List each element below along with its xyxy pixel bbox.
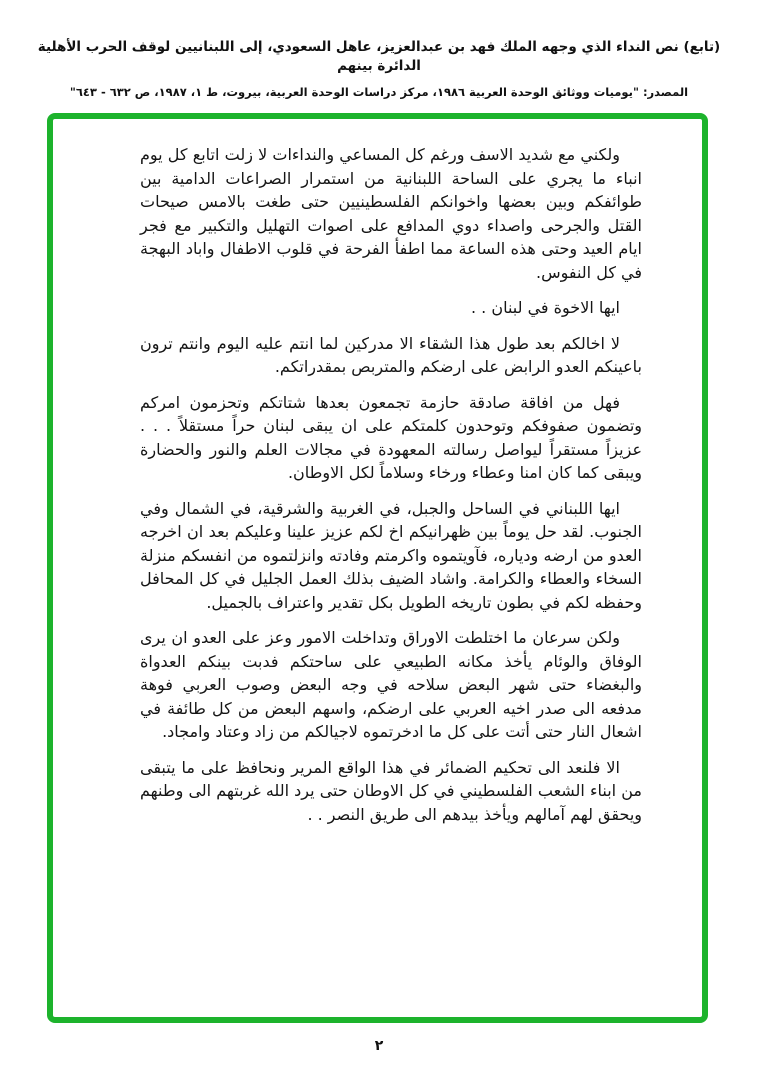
paragraph: الا فلنعد الى تحكيم الضمائر في هذا الواقع المرير ونحافظ على ما يتبقى من ابناء الشعب الفلسطيني في كل الاوطان حتى يرد الله غربتهم الى وطنهم ويحقق لهم آمالهم ويأخذ بيدهم الى طريق النصر . . [140, 757, 642, 824]
paragraph: ولكني مع شديد الاسف ورغم كل المساعي والنداءات لا زلت اتابع كل يوم انباء ما يجري على الساحة اللبنانية من استمرار الصراعات الدامية بين طوائفكم وبين بعضها واخوانكم الفلسطينيين حتى طغت بالامس صيحات القتل والجرحى واصداء دوي المدافع على اصوات التهليل والتكبير مع فجر ايام العيد وحتى هذه الساعة مما اطفأ الفرحة في قلوب الاطفال واباد البهجة في كل النفوس. [140, 145, 642, 282]
document-title: (تابع) نص النداء الذي وجهه الملك فهد بن عبدالعزيز، عاهل السعودي، إلى اللبنانيين لوقف الحرب الأهلية الدائرة بينهم [37, 39, 721, 74]
paragraph-salutation: ايها الاخوة في لبنان . . [471, 298, 620, 317]
paragraph: لا اخالكم بعد طول هذا الشقاء الا مدركين لما انتم عليه اليوم وانتم ترون باعينكم العدو الرابض على ارضكم والمتربص بمقدراتكم. [140, 333, 642, 376]
document-header [0, 38, 758, 99]
paragraph: ولكن سرعان ما اختلطت الاوراق وتداخلت الامور وعز على العدو ان يرى الوفاق والوئام يأخذ مكانه الطبيعي على ساحتكم فدبت بينكم العدواة والبغضاء حتى شهر البعض سلاحه في وجه البعض وصوب العربي فوهة مدفعه الى صدر اخيه العربي على ارضكم، واسهم البعض من كل طائفة في اشعال النار حتى أتت على كل ما ادخرتموه لاجيالكم من زاد وعتاد وامجاد. [140, 628, 642, 741]
paragraph: فهل من افاقة صادقة حازمة تجمعون بعدها شتاتكم وتحزمون امركم وتضمون صفوفكم وتوحدون كلمتكم على ان يبقى لبنان حراً مستقلاً . . . عزيزاً مستقراً ليواصل رسالته المعهودة في مجالات العلم والنور والحضارة ويبقى كما كان امنا وعطاء ورخاء وسلاماً لكل الاوطان. [140, 392, 642, 482]
document-source-citation: المصدر: "يوميات ووثائق الوحدة العربية ١٩٨٦، مركز دراسات الوحدة العربية، بيروت، ط ١، ١٩٨٧، ص ٦٣٢ - ٦٤٣" [69, 84, 689, 99]
paragraph: ايها اللبناني في الساحل والجبل، في الغربية والشرقية، في الشمال وفي الجنوب. لقد حل يوماً بين ظهرانيكم اخ لكم عزيز علينا وعليكم بعد ان اخرجه العدو من ارضه ودياره، فآويتموه واكرمتم وفادته وانزلتموه من انفسكم منزلة السخاء والعطاء والكرامة. واشاد الضيف بذلك العمل الجليل في كل المحافل وحفظه لكم في بطون تاريخه الطويل بكل تقدير واعتراف بالجميل. [140, 498, 642, 612]
page-number: ٢ [374, 1038, 384, 1054]
document-body [140, 143, 642, 838]
